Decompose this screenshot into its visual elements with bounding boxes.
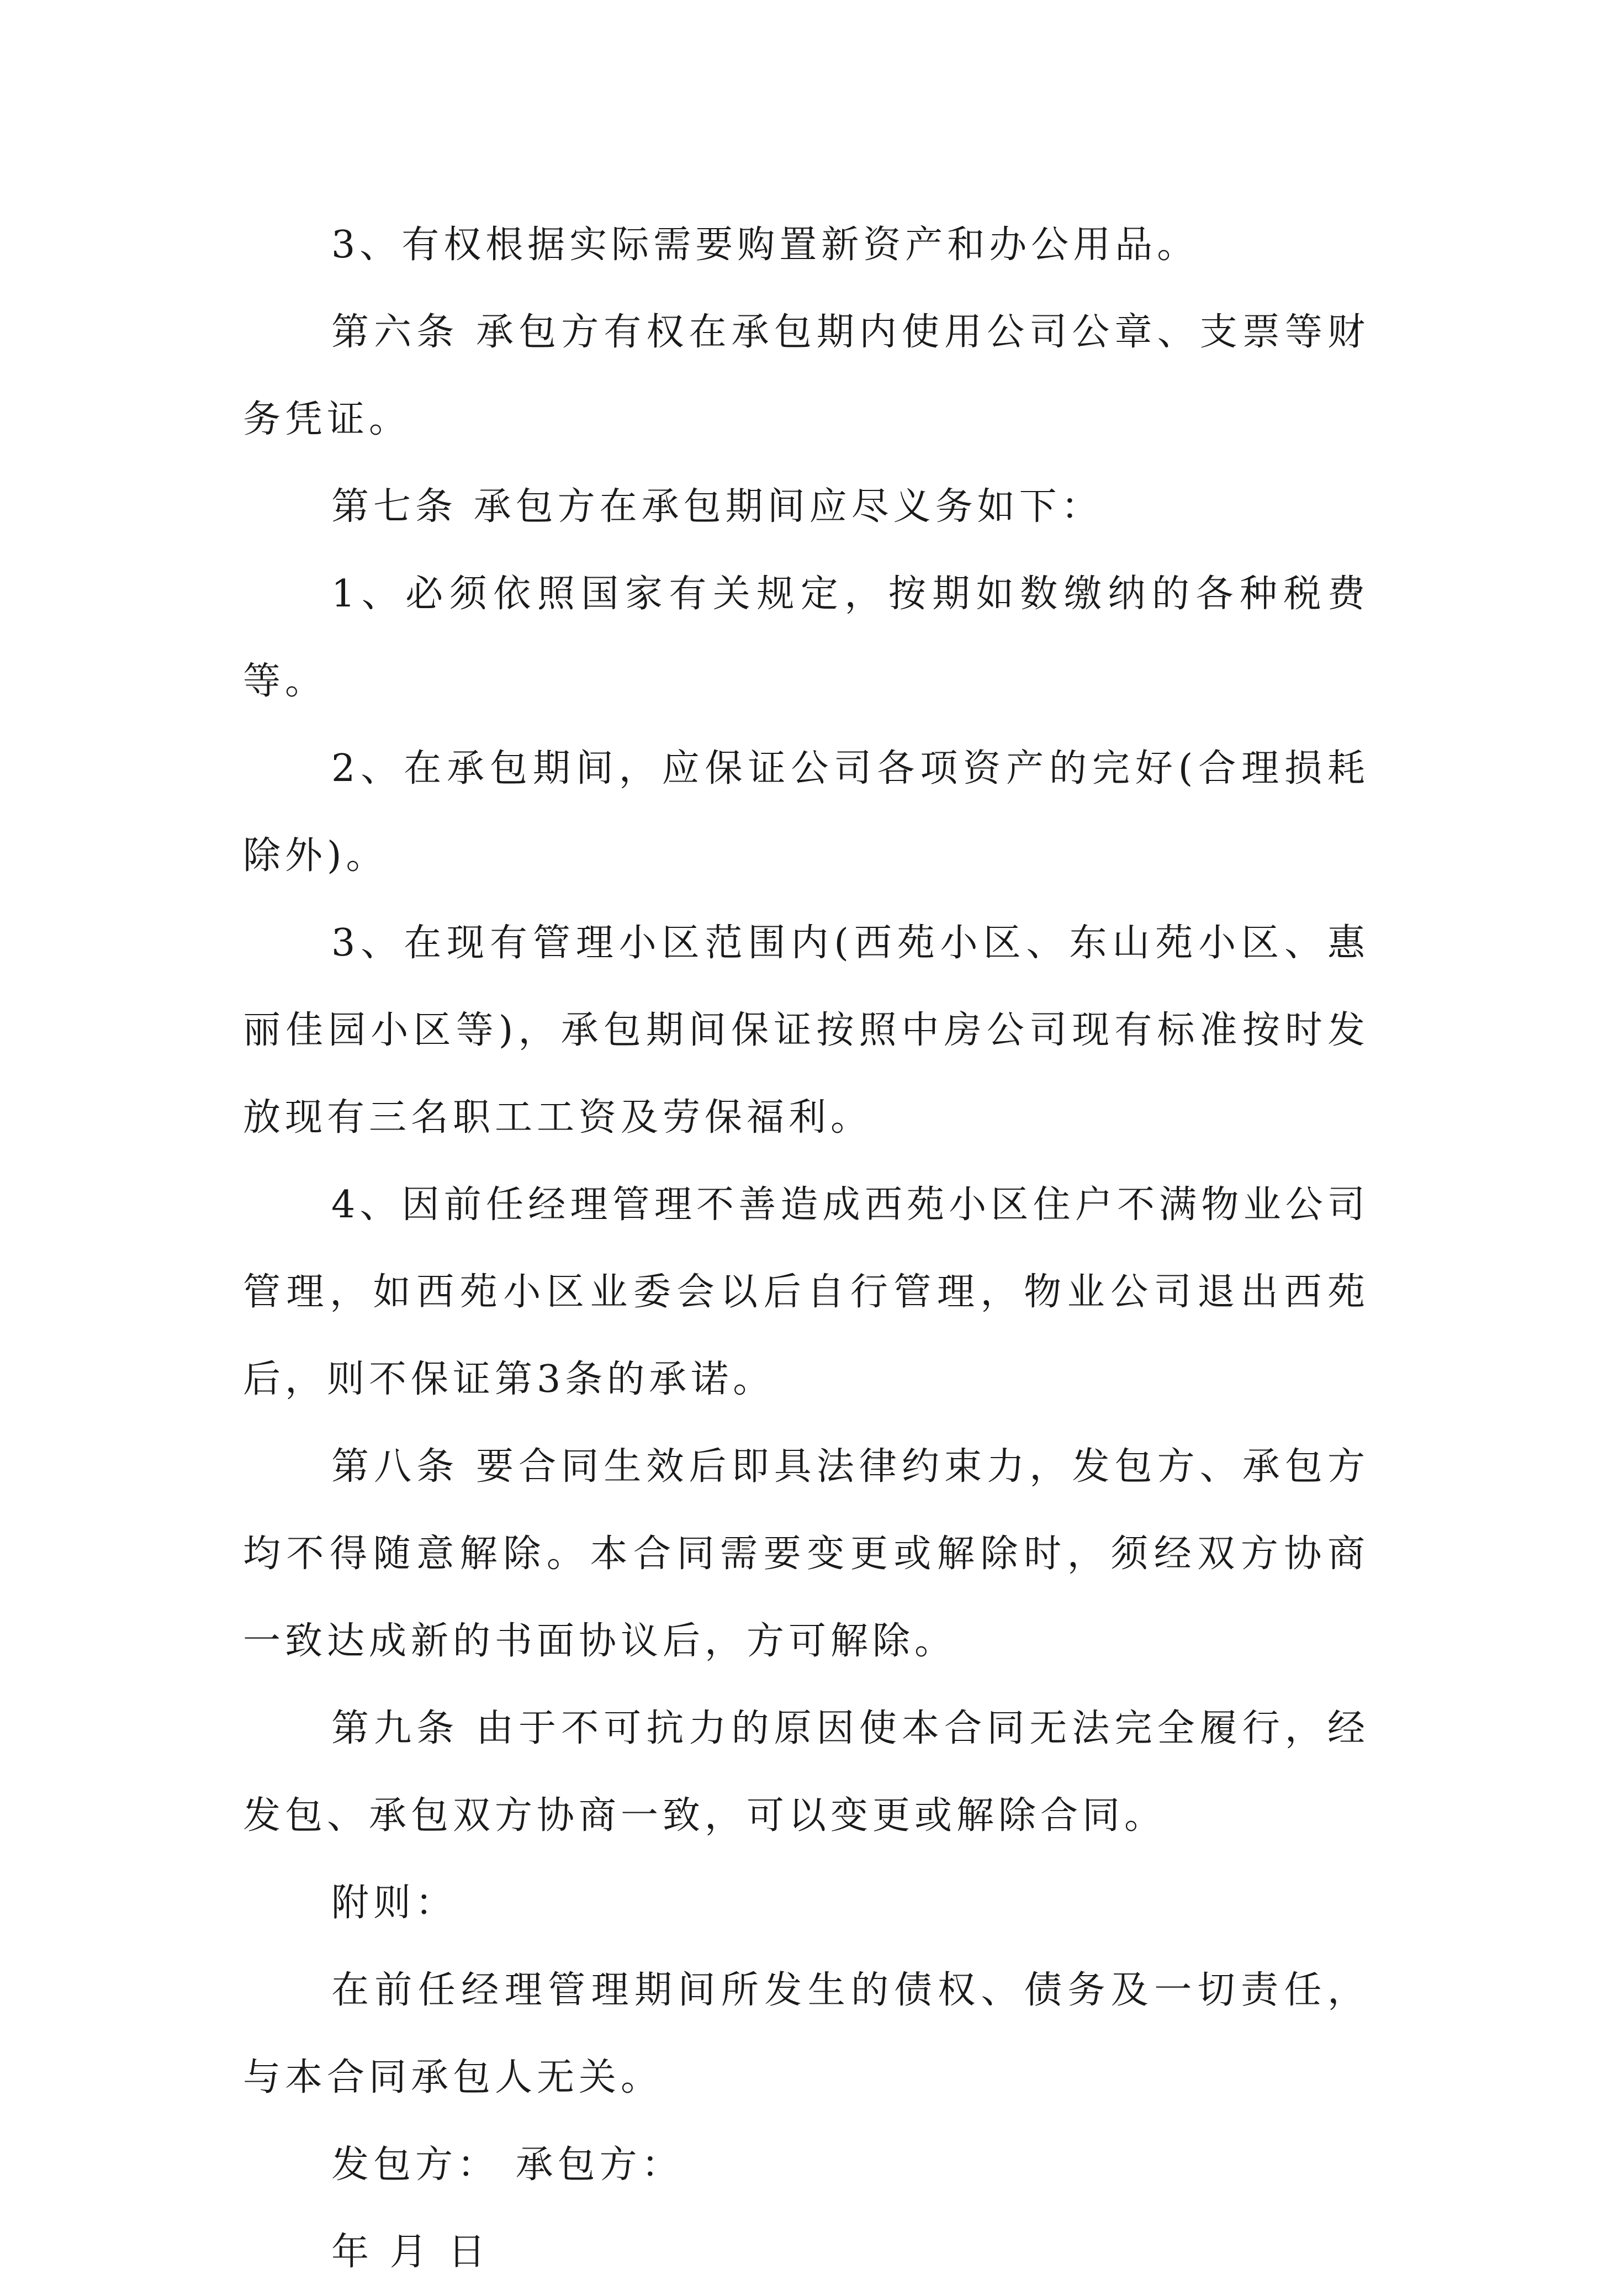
paragraph-article-9: 第九条 由于不可抗力的原因使本合同无法完全履行，经发包、承包双方协商一致，可以变更或解除合同。 [243, 1707, 1369, 1838]
paragraph-duty-3: 3、在现有管理小区范围内(西苑小区、东山苑小区、惠丽佳园小区等)，承包期间保证按照中房公司现有标准按时发放现有三名职工工资及劳保福利。 [243, 921, 1369, 1139]
paragraph-appendix-text: 在前任经理管理期间所发生的债权、债务及一切责任，与本合同承包人无关。 [243, 1968, 1369, 2099]
date-line: 年 月 日 [331, 2230, 490, 2274]
paragraph-duty-1: 1、必须依照国家有关规定，按期如数缴纳的各种税费等。 [243, 572, 1369, 703]
paragraph-appendix-heading: 附则： [331, 1881, 458, 1925]
document-body [243, 202, 1369, 2296]
paragraph-duty-2: 2、在承包期间，应保证公司各项资产的完好(合理损耗除外)。 [243, 747, 1369, 878]
paragraph-article-8: 第八条 要合同生效后即具法律约束力，发包方、承包方均不得随意解除。本合同需要变更或解除时，须经双方协商一致达成新的书面协议后，方可解除。 [243, 1445, 1369, 1663]
paragraph-duty-4: 4、因前任经理管理不善造成西苑小区住户不满物业公司管理，如西苑小区业委会以后自行管理，物业公司退出西苑后，则不保证第3条的承诺。 [243, 1183, 1369, 1401]
paragraph-asset-purchase: 3、有权根据实际需要购置新资产和办公用品。 [331, 223, 1199, 267]
paragraph-article-6: 第六条 承包方有权在承包期内使用公司公章、支票等财务凭证。 [243, 310, 1369, 441]
paragraph-article-7: 第七条 承包方在承包期间应尽义务如下： [331, 485, 1103, 529]
signature-line: 发包方： 承包方： [331, 2143, 684, 2187]
